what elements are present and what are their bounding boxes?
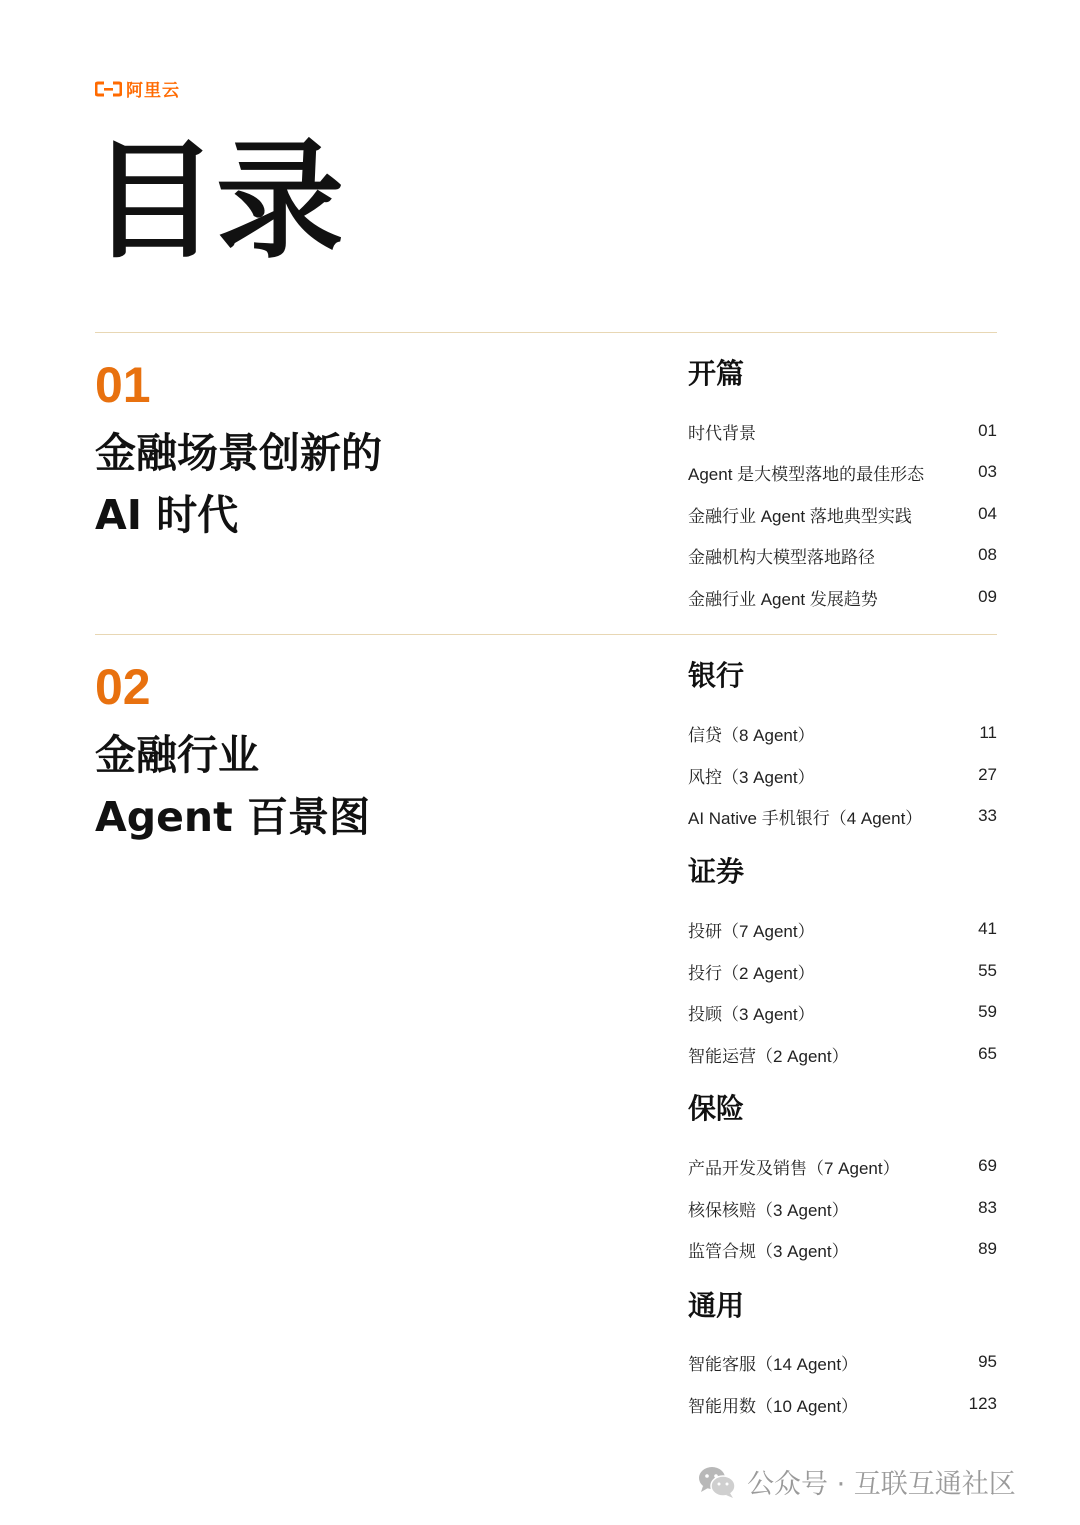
section-heading-banking: 银行: [688, 659, 745, 692]
toc-entry-label: 投研（7 Agent）: [688, 921, 815, 941]
part-title: [95, 422, 382, 547]
toc-entry[interactable]: [688, 804, 997, 828]
toc-entry-page: 09: [978, 587, 997, 606]
toc-entry-label: 金融行业 Agent 发展趋势: [688, 589, 878, 609]
aliyun-logo: [95, 76, 180, 101]
toc-entry-label: 信贷（8 Agent）: [688, 725, 815, 745]
toc-entry[interactable]: [688, 460, 997, 484]
toc-entry-page: 59: [978, 1002, 997, 1021]
page-title: 目录: [90, 127, 343, 276]
section-heading-securities: 证券: [688, 855, 745, 888]
part-title-line: AI 时代: [95, 491, 239, 540]
logo-text: 阿里云: [126, 81, 180, 101]
part-01: [95, 357, 382, 547]
toc-entry[interactable]: [688, 1196, 997, 1220]
toc-entry-label: 智能客服（14 Agent）: [688, 1354, 859, 1374]
toc-entry-label: AI Native 手机银行（4 Agent）: [688, 808, 923, 828]
toc-entry-label: 投顾（3 Agent）: [688, 1004, 815, 1024]
toc-entry-page: 11: [979, 723, 997, 742]
toc-entry-label: 监管合规（3 Agent）: [688, 1241, 849, 1261]
part-02: [95, 659, 370, 849]
toc-entry-page: 69: [978, 1156, 997, 1175]
toc-entry-page: 89: [978, 1239, 997, 1258]
toc-entry-label: 风控（3 Agent）: [688, 767, 815, 787]
toc-entry-label: 智能运营（2 Agent）: [688, 1046, 849, 1066]
toc-entry[interactable]: [688, 959, 997, 983]
toc-entry-page: 08: [978, 545, 997, 564]
toc-entry[interactable]: [688, 1237, 997, 1261]
aliyun-logo-icon: [95, 81, 122, 97]
toc-entry-page: 41: [978, 919, 997, 938]
toc-entry-page: 04: [978, 504, 997, 523]
toc-entry-label: 智能用数（10 Agent）: [688, 1396, 859, 1416]
toc-entry-page: 83: [978, 1198, 997, 1217]
toc-entry-label: 金融行业 Agent 落地典型实践: [688, 506, 912, 526]
part-number: 02: [95, 659, 151, 715]
watermark: [697, 1462, 1016, 1501]
toc-entry-label: 投行（2 Agent）: [688, 963, 815, 983]
toc-entry[interactable]: [688, 763, 997, 787]
wechat-icon: [697, 1465, 737, 1499]
toc-entry[interactable]: [688, 721, 997, 745]
toc-entry[interactable]: [688, 585, 997, 609]
toc-entry[interactable]: [688, 543, 997, 567]
watermark-text: 公众号 · 互联互通社区: [747, 1469, 1016, 1500]
section-heading-insurance: 保险: [688, 1092, 745, 1125]
toc-entry[interactable]: [688, 1154, 997, 1178]
divider: [95, 634, 997, 635]
toc-entry-label: Agent 是大模型落地的最佳形态: [688, 464, 925, 484]
toc-entry[interactable]: [688, 419, 997, 443]
part-title: [95, 724, 370, 849]
toc-entry[interactable]: [688, 502, 997, 526]
toc-entry-label: 时代背景: [688, 423, 756, 443]
toc-entry-page: 65: [978, 1044, 997, 1063]
toc-entry-page: 55: [978, 961, 997, 980]
toc-entry[interactable]: [688, 1042, 997, 1066]
part-title-line: 金融场景创新的: [95, 429, 382, 477]
toc-entry[interactable]: [688, 1350, 997, 1374]
part-title-line: Agent 百景图: [95, 793, 370, 842]
toc-entry-page: 27: [978, 765, 997, 784]
toc-entry[interactable]: [688, 917, 997, 941]
part-title-line: 金融行业: [95, 731, 259, 779]
part-number: 01: [95, 357, 151, 413]
toc-entry-label: 核保核赔（3 Agent）: [688, 1200, 849, 1220]
toc-entry-page: 33: [978, 806, 997, 825]
toc-entry-label: 产品开发及销售（7 Agent）: [688, 1158, 900, 1178]
toc-entry-label: 金融机构大模型落地路径: [688, 547, 875, 567]
section-heading-intro: 开篇: [688, 357, 745, 390]
toc-entry-page: 01: [978, 421, 997, 440]
toc-entry-page: 03: [978, 462, 997, 481]
toc-entry[interactable]: [688, 1000, 997, 1024]
section-heading-general: 通用: [688, 1289, 745, 1322]
divider: [95, 332, 997, 333]
toc-entry[interactable]: [688, 1392, 997, 1416]
toc-entry-page: 95: [978, 1352, 997, 1371]
toc-entry-page: 123: [968, 1394, 997, 1413]
